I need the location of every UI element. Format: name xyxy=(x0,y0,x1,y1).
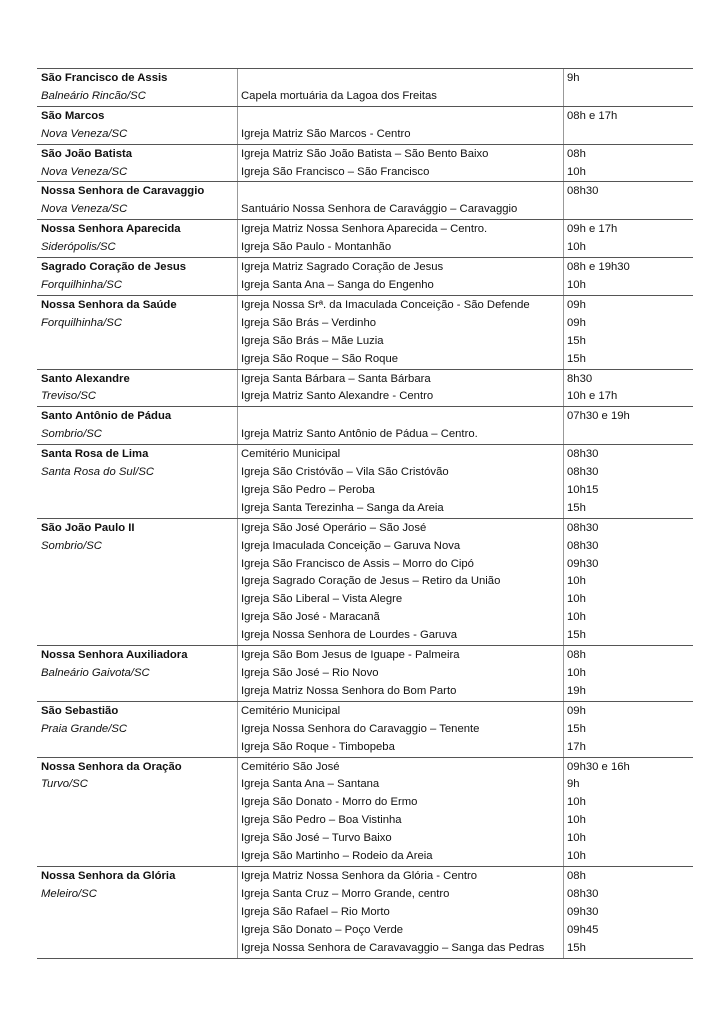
mass-time: 07h30 e 19h xyxy=(567,410,630,423)
parish-info xyxy=(37,702,237,757)
times-column xyxy=(563,702,693,757)
times-column xyxy=(563,370,693,407)
mass-time: 17h xyxy=(567,740,586,753)
mass-time: 15h xyxy=(567,941,586,954)
place-name: Igreja Santa Bárbara – Santa Bárbara xyxy=(241,372,431,385)
place-name: Igreja São Cristóvão – Vila São Cristóvão xyxy=(241,466,449,479)
parish-name: Santo Alexandre xyxy=(41,372,130,385)
parish-city: Balneário Gaivota/SC xyxy=(41,667,150,679)
place-name: Cemitério Municipal xyxy=(241,448,341,461)
parish-info xyxy=(37,445,237,518)
mass-time: 08h xyxy=(567,649,586,662)
parish-city: Balneário Rincão/SC xyxy=(41,89,146,102)
place-name: Igreja Santa Terezinha – Sanga da Areia xyxy=(241,501,444,514)
places-column xyxy=(237,69,563,106)
mass-time: 09h30 xyxy=(567,905,599,918)
times-column xyxy=(563,107,693,144)
place-name: Igreja Nossa Senhora do Caravaggio – Tenente xyxy=(241,722,480,735)
parish-name: Nossa Senhora Aparecida xyxy=(41,223,181,236)
parish-city: Siderópolis/SC xyxy=(41,241,116,254)
mass-time: 09h30 e 16h xyxy=(567,760,630,773)
place-name: Igreja São Bom Jesus de Iguape - Palmeira xyxy=(241,649,460,662)
mass-time: 08h xyxy=(567,147,586,160)
mass-time: 10h xyxy=(567,241,586,254)
place-name: Cemitério São José xyxy=(241,760,340,773)
place-name: Igreja São Liberal – Vista Alegre xyxy=(241,593,403,606)
parish-row xyxy=(37,181,693,219)
parish-row xyxy=(37,257,693,295)
mass-time: 09h xyxy=(567,316,586,329)
parish-name: São Sebastião xyxy=(41,704,119,717)
mass-time: 10h e 17h xyxy=(567,390,618,403)
place-name: Igreja Matriz Santo Alexandre - Centro xyxy=(241,390,434,403)
parish-city: Nova Veneza/SC xyxy=(41,165,128,178)
place-name: Igreja São Donato – Poço Verde xyxy=(241,923,404,936)
places-column xyxy=(237,646,563,701)
place-name: Igreja Matriz Nossa Senhora Aparecida – Centro. xyxy=(241,223,488,236)
parish-row xyxy=(37,68,693,106)
place-name: Igreja Santa Cruz – Morro Grande, centro xyxy=(241,887,450,900)
mass-time: 10h xyxy=(567,796,586,809)
place-name: Igreja São José – Turvo Baixo xyxy=(241,832,392,845)
parish-row xyxy=(37,645,693,701)
mass-time: 09h e 17h xyxy=(567,223,618,236)
mass-time: 08h30 xyxy=(567,448,599,461)
parish-name: São João Paulo II xyxy=(41,521,135,534)
mass-time: 10h xyxy=(567,575,586,588)
parish-info xyxy=(37,296,237,369)
mass-time: 10h xyxy=(567,667,586,679)
parish-row xyxy=(37,295,693,369)
places-column xyxy=(237,867,563,958)
parish-info xyxy=(37,646,237,701)
place-name: Igreja São Martinho – Rodeio da Areia xyxy=(241,850,433,863)
places-column xyxy=(237,407,563,444)
parish-info xyxy=(37,407,237,444)
place-name: Igreja Imaculada Conceição – Garuva Nova xyxy=(241,539,461,552)
parish-row xyxy=(37,369,693,407)
parish-name: Nossa Senhora da Saúde xyxy=(41,298,177,311)
times-column xyxy=(563,220,693,257)
times-column xyxy=(563,867,693,958)
parish-name: Nossa Senhora da Glória xyxy=(41,869,176,882)
places-column xyxy=(237,519,563,645)
place-name: Igreja São Brás – Mãe Luzia xyxy=(241,334,384,347)
spacer xyxy=(238,70,563,88)
place-name: Igreja São Donato - Morro do Ermo xyxy=(241,796,418,809)
mass-time: 10h xyxy=(567,165,586,178)
mass-time: 08h30 xyxy=(567,539,599,552)
place-name: Igreja Matriz São João Batista – São Bento Baixo xyxy=(241,147,489,160)
place-name: Igreja São José Operário – São José xyxy=(241,521,427,534)
parish-name: São Marcos xyxy=(41,109,105,122)
places-column xyxy=(237,182,563,219)
place-name: Igreja São Pedro – Boa Vistinha xyxy=(241,814,402,827)
mass-time: 19h xyxy=(567,684,586,697)
times-column xyxy=(563,296,693,369)
schedule-table xyxy=(37,68,693,959)
places-column xyxy=(237,145,563,182)
places-column xyxy=(237,258,563,295)
parish-row xyxy=(37,106,693,144)
mass-time: 08h30 xyxy=(567,521,599,534)
mass-time: 15h xyxy=(567,501,586,514)
place-name: Igreja Matriz Sagrado Coração de Jesus xyxy=(241,261,444,274)
times-column xyxy=(563,445,693,518)
place-name: Igreja São José – Rio Novo xyxy=(241,667,379,679)
mass-time: 15h xyxy=(567,352,586,365)
parish-info xyxy=(37,107,237,144)
mass-time: 08h xyxy=(567,869,586,882)
mass-time: 09h30 xyxy=(567,557,599,570)
mass-time: 10h xyxy=(567,814,586,827)
mass-time: 09h xyxy=(567,704,586,717)
parish-city: Nova Veneza/SC xyxy=(41,127,128,140)
place-name: Igreja São Francisco – São Francisco xyxy=(241,165,430,178)
parish-row xyxy=(37,518,693,645)
places-column xyxy=(237,296,563,369)
parish-name: Santo Antônio de Pádua xyxy=(41,410,172,423)
parish-name: Nossa Senhora de Caravaggio xyxy=(41,185,205,198)
place-name: Capela mortuária da Lagoa dos Freitas xyxy=(241,89,437,102)
place-name: Igreja São Rafael – Rio Morto xyxy=(241,905,390,918)
mass-time: 9h xyxy=(567,778,580,791)
place-name: Igreja Matriz Nossa Senhora do Bom Parto xyxy=(241,684,457,697)
parish-row xyxy=(37,219,693,257)
parish-name: São Francisco de Assis xyxy=(41,72,168,84)
parish-row xyxy=(37,757,693,866)
parish-name: Nossa Senhora da Oração xyxy=(41,760,182,773)
parish-row xyxy=(37,866,693,959)
parish-info xyxy=(37,758,237,866)
mass-time: 10h xyxy=(567,593,586,606)
mass-time: 15h xyxy=(567,334,586,347)
place-name: Igreja São Francisco de Assis – Morro do Cipó xyxy=(241,557,474,570)
parish-row xyxy=(37,144,693,182)
place-name: Igreja São Roque - Timbopeba xyxy=(241,740,395,753)
mass-time: 08h e 19h30 xyxy=(567,261,630,274)
parish-row xyxy=(37,444,693,518)
parish-row xyxy=(37,406,693,444)
parish-info xyxy=(37,220,237,257)
mass-time: 09h xyxy=(567,298,586,311)
parish-info xyxy=(37,69,237,106)
place-name: Igreja Matriz São Marcos - Centro xyxy=(241,127,411,140)
place-name: Igreja Santa Ana – Sanga do Engenho xyxy=(241,278,434,291)
mass-time: 9h xyxy=(567,72,580,84)
parish-info xyxy=(37,258,237,295)
times-column xyxy=(563,182,693,219)
parish-info xyxy=(37,519,237,645)
parish-city: Turvo/SC xyxy=(41,778,88,791)
times-column xyxy=(563,758,693,866)
parish-city: Forquilhinha/SC xyxy=(41,316,123,329)
parish-info xyxy=(37,867,237,958)
mass-time: 08h e 17h xyxy=(567,109,618,122)
mass-time: 08h30 xyxy=(567,887,599,900)
place-name: Igreja Matriz Nossa Senhora da Glória - Centro xyxy=(241,869,478,882)
parish-city: Meleiro/SC xyxy=(41,887,97,900)
times-column xyxy=(563,145,693,182)
spacer xyxy=(238,183,563,201)
parish-name: Nossa Senhora Auxiliadora xyxy=(41,649,188,662)
times-column xyxy=(563,69,693,106)
spacer xyxy=(238,408,563,426)
mass-time: 10h xyxy=(567,278,586,291)
places-column xyxy=(237,370,563,407)
times-column xyxy=(563,646,693,701)
mass-time: 8h30 xyxy=(567,372,593,385)
place-name: Igreja Nossa Srª. da Imaculada Conceição - São Defende xyxy=(241,298,530,311)
parish-city: Santa Rosa do Sul/SC xyxy=(41,466,155,479)
parish-city: Sombrio/SC xyxy=(41,539,102,552)
mass-time: 10h xyxy=(567,832,586,845)
mass-time: 15h xyxy=(567,722,586,735)
mass-time: 15h xyxy=(567,629,586,642)
parish-info xyxy=(37,145,237,182)
parish-city: Nova Veneza/SC xyxy=(41,203,128,216)
parish-city: Treviso/SC xyxy=(41,390,97,403)
place-name: Igreja Matriz Santo Antônio de Pádua – Centro. xyxy=(241,428,478,441)
place-name: Santuário Nossa Senhora de Caravággio – Caravaggio xyxy=(241,203,518,216)
mass-time: 10h15 xyxy=(567,483,599,496)
place-name: Igreja São Brás – Verdinho xyxy=(241,316,377,329)
place-name: Igreja São Pedro – Peroba xyxy=(241,483,375,496)
places-column xyxy=(237,702,563,757)
place-name: Igreja São Roque – São Roque xyxy=(241,352,399,365)
place-name: Cemitério Municipal xyxy=(241,704,341,717)
parish-city: Forquilhinha/SC xyxy=(41,278,123,291)
parish-city: Sombrio/SC xyxy=(41,428,102,441)
parish-name: Sagrado Coração de Jesus xyxy=(41,261,187,274)
places-column xyxy=(237,758,563,866)
mass-time: 08h30 xyxy=(567,185,599,198)
parish-row xyxy=(37,701,693,757)
mass-time: 09h45 xyxy=(567,923,599,936)
place-name: Igreja Nossa Senhora de Caravavaggio – Sanga das Pedras xyxy=(241,941,545,954)
mass-time: 08h30 xyxy=(567,466,599,479)
times-column xyxy=(563,519,693,645)
place-name: Igreja Sagrado Coração de Jesus – Retiro da União xyxy=(241,575,501,588)
mass-time: 10h xyxy=(567,611,586,624)
parish-info xyxy=(37,370,237,407)
place-name: Igreja São Paulo - Montanhão xyxy=(241,241,392,254)
places-column xyxy=(237,107,563,144)
places-column xyxy=(237,445,563,518)
spacer xyxy=(238,108,563,126)
places-column xyxy=(237,220,563,257)
parish-name: Santa Rosa de Lima xyxy=(41,448,149,461)
place-name: Igreja Santa Ana – Santana xyxy=(241,778,380,791)
parish-info xyxy=(37,182,237,219)
mass-time: 10h xyxy=(567,850,586,863)
parish-city: Praia Grande/SC xyxy=(41,722,128,735)
place-name: Igreja Nossa Senhora de Lourdes - Garuva xyxy=(241,629,458,642)
parish-name: São João Batista xyxy=(41,147,133,160)
times-column xyxy=(563,407,693,444)
place-name: Igreja São José - Maracanã xyxy=(241,611,380,624)
times-column xyxy=(563,258,693,295)
